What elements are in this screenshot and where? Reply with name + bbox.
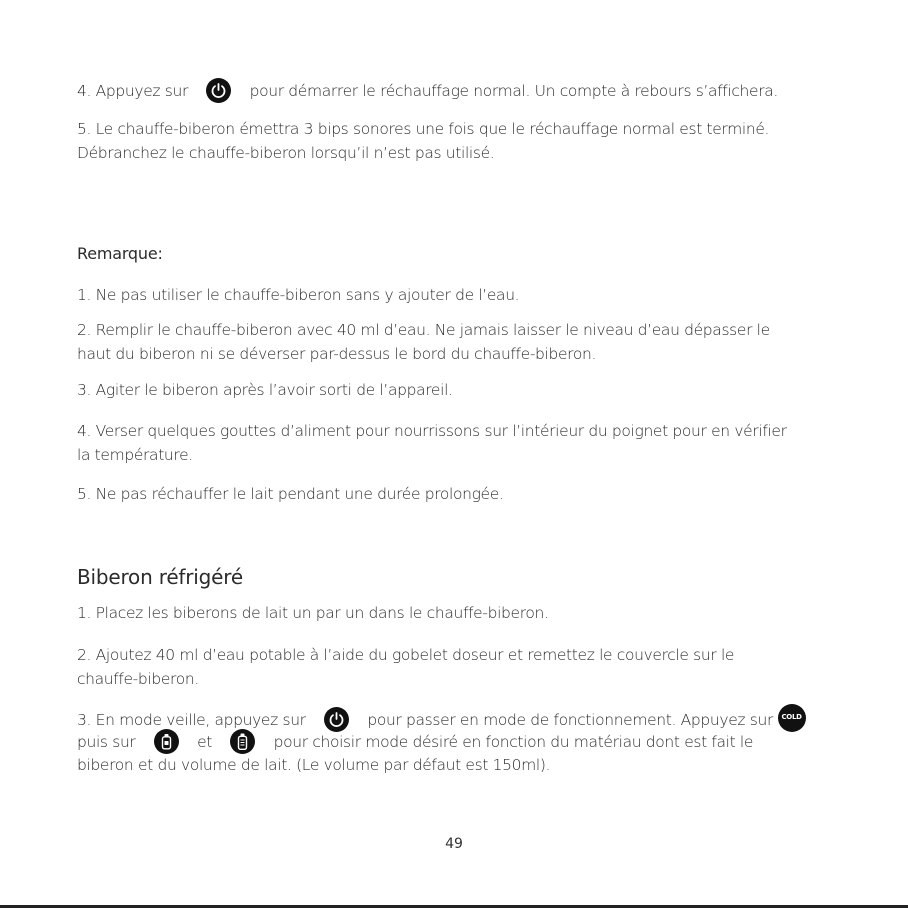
- bottle-volume-icon: [230, 729, 255, 754]
- remarque-item-4-line-2: la température.: [77, 446, 193, 464]
- section-heading: Biberon réfrigéré: [77, 565, 243, 589]
- step-3-part-2: pour passer en mode de fonctionnement. Appuyez sur: [367, 711, 773, 729]
- biberon-step-2-line-1: 2. Ajoutez 40 ml d’eau potable à l’aide du gobelet doseur et remettez le couvercle sur le: [77, 646, 735, 664]
- step-5-line-1: 5. Le chauffe-biberon émettra 3 bips sonores une fois que le réchauffage normal est terminé.: [77, 120, 770, 138]
- biberon-step-3-line-1: [77, 704, 806, 732]
- remarque-heading: Remarque:: [77, 244, 163, 263]
- cold-label: COLD: [781, 713, 802, 721]
- remarque-item-4-line-1: 4. Verser quelques gouttes d’aliment pour nourrissons sur l’intérieur du poignet pour en vérifier: [77, 422, 787, 440]
- step-3-part-3: puis sur: [77, 733, 136, 751]
- bottle-material-icon: [154, 729, 179, 754]
- cold-icon: [778, 704, 806, 732]
- remarque-item-2-line-1: 2. Remplir le chauffe-biberon avec 40 ml d’eau. Ne jamais laisser le niveau d’eau dépasser le: [77, 321, 770, 339]
- biberon-step-3-line-2: [77, 729, 753, 754]
- page-number: 49: [445, 836, 463, 852]
- remarque-item-1: 1. Ne pas utiliser le chauffe-biberon sans y ajouter de l’eau.: [77, 286, 520, 304]
- biberon-step-3-line-3: biberon et du volume de lait. (Le volume par défaut est 150ml).: [77, 756, 551, 774]
- step-3-part-1: 3. En mode veille, appuyez sur: [77, 711, 306, 729]
- step-4-text-after: pour démarrer le réchauffage normal. Un compte à rebours s’affichera.: [249, 82, 778, 100]
- remarque-item-5: 5. Ne pas réchauffer le lait pendant une durée prolongée.: [77, 485, 504, 503]
- remarque-item-3: 3. Agiter le biberon après l’avoir sorti de l’appareil.: [77, 381, 453, 399]
- biberon-step-1: 1. Placez les biberons de lait un par un dans le chauffe-biberon.: [77, 604, 549, 622]
- biberon-step-2-line-2: chauffe-biberon.: [77, 670, 199, 688]
- step-4: [77, 78, 778, 103]
- step-4-text-before: 4. Appuyez sur: [77, 82, 188, 100]
- remarque-item-2-line-2: haut du biberon ni se déverser par-dessus le bord du chauffe-biberon.: [77, 345, 597, 363]
- step-3-part-5: pour choisir mode désiré en fonction du matériau dont est fait le: [273, 733, 754, 751]
- step-3-part-4: et: [197, 733, 212, 751]
- power-icon: [206, 78, 231, 103]
- step-5-line-2: Débranchez le chauffe-biberon lorsqu’il n’est pas utilisé.: [77, 144, 495, 162]
